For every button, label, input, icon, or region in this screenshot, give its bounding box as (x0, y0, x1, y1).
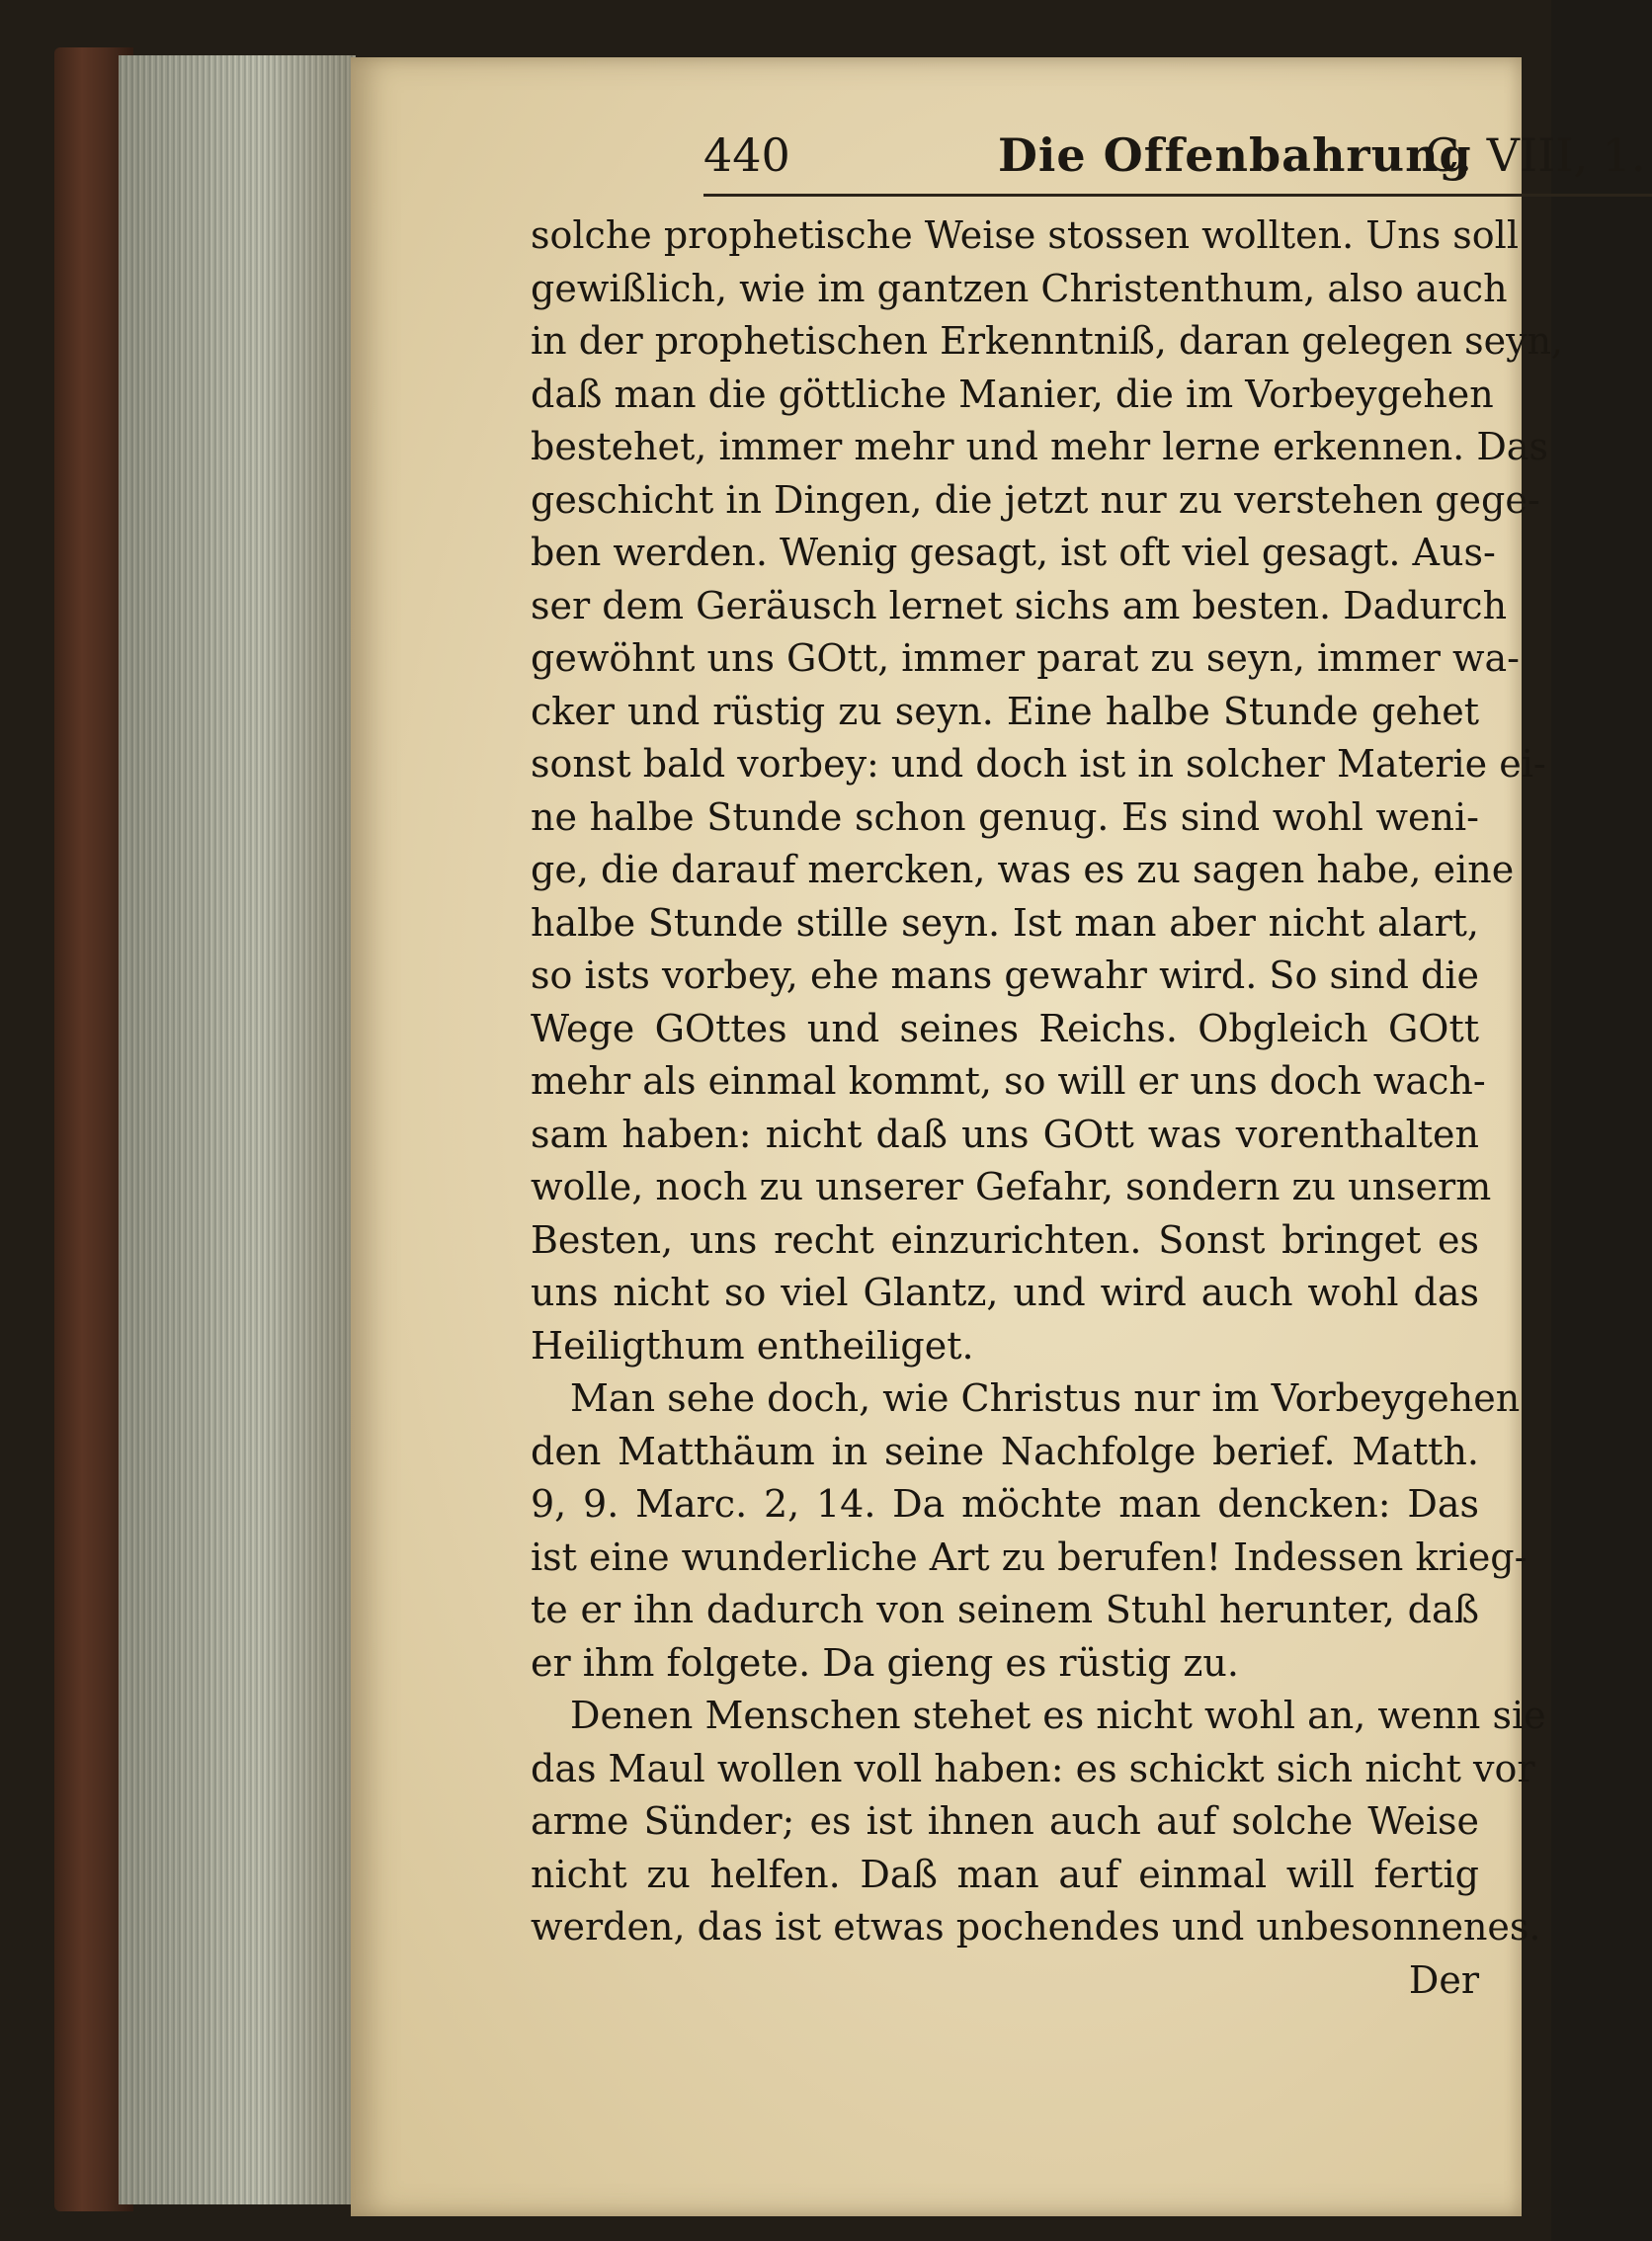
text-line: ist eine wunderliche Art zu berufen! Indessen krieg- (531, 1535, 1528, 1579)
text-line: Besten, uns recht einzurichten. Sonst bringet es (531, 1217, 1479, 1262)
text-line: daß man die göttliche Manier, die im Vorbeygehen (531, 372, 1494, 416)
text-line: sonst bald vorbey: und doch ist in solcher Materie ei- (531, 742, 1546, 786)
text-line: geschicht in Dingen, die jetzt nur zu verstehen gege- (531, 477, 1540, 522)
text-line: sam haben: nicht daß uns GOtt was vorenthalten (531, 1112, 1479, 1156)
text-line: Wege GOttes und seines Reichs. Obgleich GOtt (531, 1006, 1479, 1050)
text-line: wolle, noch zu unserer Gefahr, sondern zu unserm (531, 1165, 1492, 1208)
text-line: ne halbe Stunde schon genug. Es sind wohl weni- (531, 794, 1479, 839)
text-line: Denen Menschen stehet es nicht wohl an, wenn sie (570, 1694, 1546, 1737)
text-line: nicht zu helfen. Daß man auf einmal will fertig (531, 1852, 1479, 1896)
text-line: 9, 9. Marc. 2, 14. Da möchte man dencken: Das (531, 1482, 1479, 1526)
text-line: cker und rüstig zu seyn. Eine halbe Stunde gehet (531, 689, 1479, 733)
page-stack-shadow (119, 55, 356, 2204)
text-line: werden, das ist etwas pochendes und unbesonnenes. (531, 1905, 1541, 1949)
text-line: halbe Stunde stille seyn. Ist man aber nicht alart, (531, 900, 1479, 945)
running-title: Die Offenbahrung (998, 128, 1472, 182)
header-rule (703, 194, 1652, 197)
running-head (178, 0, 1646, 198)
text-line: gewißlich, wie im gantzen Christenthum, also auch (531, 266, 1508, 310)
text-line: te er ihn dadurch von seinem Stuhl herunter, daß (531, 1588, 1479, 1631)
text-line: gewöhnt uns GOtt, immer parat zu seyn, immer wa- (531, 636, 1520, 680)
text-line: ser dem Geräusch lernet sichs am besten. Dadurch (531, 583, 1508, 627)
text-line: den Matthäum in seine Nachfolge berief. Matth. (531, 1429, 1479, 1473)
text-line: bestehet, immer mehr und mehr lerne erkennen. Das (531, 425, 1548, 468)
text-line: ge, die darauf mercken, was es zu sagen habe, eine (531, 848, 1515, 891)
chapter-reference: C. VIII, 1. (1425, 128, 1646, 182)
text-line: in der prophetischen Erkenntniß, daran gelegen seyn, (531, 319, 1564, 363)
text-line: so ists vorbey, ehe mans gewahr wird. So sind die (531, 954, 1479, 997)
text-line: mehr als einmal kommt, so will er uns doch wach- (531, 1059, 1486, 1103)
text-line: er ihm folgete. Da gieng es rüstig zu. (531, 1640, 1239, 1685)
page-number: 440 (703, 128, 790, 182)
catchword: Der (1408, 1957, 1479, 2002)
text-line: Heiligthum entheiliget. (531, 1323, 974, 1368)
body-text (531, 209, 1564, 2007)
text-line: das Maul wollen voll haben: es schickt sich nicht vor (531, 1746, 1535, 1790)
text-line: uns nicht so viel Glantz, und wird auch wohl das (531, 1271, 1479, 1314)
text-line: ben werden. Wenig gesagt, ist oft viel gesagt. Aus- (531, 531, 1496, 574)
text-line: Man sehe doch, wie Christus nur im Vorbeygehen (570, 1376, 1521, 1420)
text-line: arme Sünder; es ist ihnen auch auf solche Weise (531, 1799, 1479, 1843)
text-line: solche prophetische Weise stossen wollten. Uns soll (531, 213, 1519, 257)
